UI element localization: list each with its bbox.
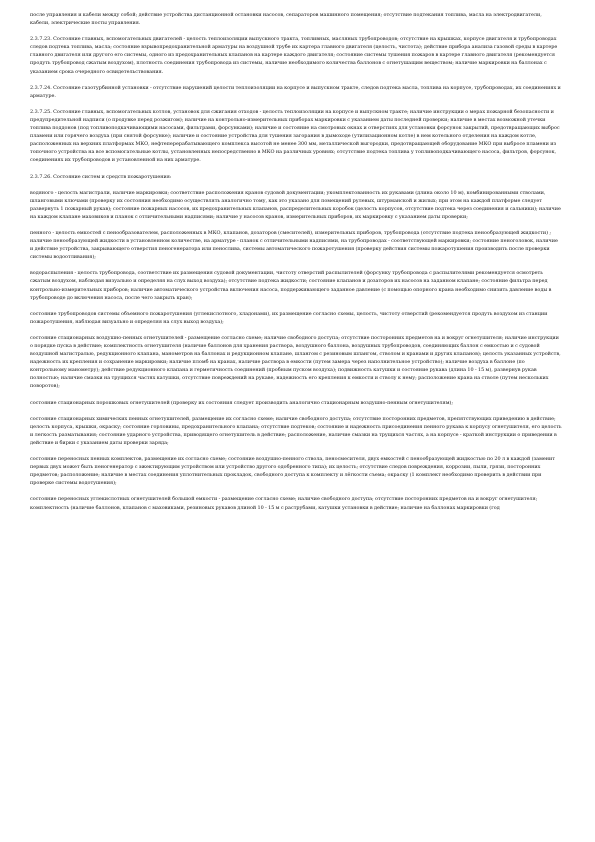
paragraph-0: после управления и кабели между собой; действие устройства дистанционной остановки насосов, сепараторов машинного помещения; отсутствие подтекания топлива, масла на электродвигатели, кабели, электрические посты управления.: [30, 12, 542, 27]
paragraph-powder-extinguishers: состояние стационарных порошковых огнетушителей (проверку их состояния следует производить аналогично стационарным воздушно-пенным огнетушителям);: [30, 399, 454, 406]
paragraph-volumetric-system: состояние трубопроводов системы объемного пожаротушения (углекислотного, хладонами), их размещение согласно схемы, целость, чистоту отверстий (рекомендуется продуть воздухом из станции пожаротушения, наблюдая визуально и определяя на слух выход воздуха);: [30, 310, 548, 325]
paragraph-portable-co2-extinguishers: состояние переносных углекислотных огнетушителей большой емкости - размещение согласно схеме; наличие свободного доступа; отсутствие посторонних предметов на и вокруг огнетушителя; комплектность (наличие баллонов, клапанов с маховиками, резиновых рукавов длиной 10 - 15 м с раструбами, катушки установки в действие; наличие на баллонах маркировки (год: [30, 496, 538, 511]
paragraph-water-system: водяного - целость магистрали, наличие маркировки; соответствие расположения кранов судовой документации; укомплектованность их рукавами (длина около 10 м), комбинированными стволами, шланговыми ключами (проверку их состояния необходимо осуществлять аналогично тому, как это указано для помещений рулевых, штурманской и жилых; при этом на каждой платформе следует развернуть 1 пожарный рукав); состояние пожарных насосов, их предохранительных клапанов, распределительных коробок (целость корпусов, отсутствие подтека через соединения и сальники); наличие на каждом клапане маховиков и планок с отличительными надписями; наличие у насосов кранов, измерительных приборов, их маркировку с указанием даты проверки;: [30, 189, 561, 220]
paragraph-air-foam-extinguishers: состояние стационарных воздушно-пенных огнетушителей - размещение согласно схеме; наличие свободного доступа; отсутствие посторонних предметов на и вокруг огнетушителя; наличие инструкции о порядке пуска в действие; комплектность огнетушителя (наличие баллонов для хранения раствора, воздушного баллона, воздушных трубопроводов, соединяющих баллон с емкостью и с судовой воздушной магистралью, редукционного клапана, манометров на баллонах и редукционном клапане, шлангом с резиновым шлангом, стволом и кранами и других клапанов); целость указанных устройств, надежность их крепления и сохранение маркировки; наличие пломб на кранах, наличие раствора в емкости (путем замера через наполнительное устройство); наличие воздуха в баллоне (по контрольному манометру); действие редукционного клапана и герметичность соединений (пробным пуском воздуха); подвижность катушки и состояние рукава (длина 10 - 15 м), развернув рукав полностью; наличие смазки на трущихся частях катушки, отсутствие повреждений на рукаве, надежность его крепления к емкости и стволу к нему; расположение крана на стволе (путем нескольких поворотов);: [30, 334, 561, 390]
paragraph-water-spray-system: водораспыления - целость трубопровода, соответствие их размещения судовой документации, чистоту отверстий распылителей (форсунку трубопровода с распылителями рекомендуется осмотреть сжатым воздухом, наблюдая визуально и определяя на слух выход воздуха); отсутствие подтека жидкости; состояние клапанов и дозаторов их насосов на заданном клапане; состояние фильтра перед контрольно-измерительных приборов; наличие автоматического устройства включения насоса, поддерживающего заданное давление (с помощью опорного крана необходимо снизить давление воды в трубопроводе до включения насоса, после чего закрыть кран);: [30, 270, 552, 301]
paragraph-foam-system: пенного - целость емкостей с пенообразователем, расположенных в МКО, клапанов, дозаторов (смесителей), измерительных приборов, трубопровода (отсутствие подтека пенообразующей жидкости) ; наличие пенообразующей жидкости в установленном количестве, на арматуре - планок с отличительными надписями, на трубопроводах - соответствующей маркировки; состояние пеноголовок, наличие и действие устройства, закрывающего отверстия пеногенератора или пенослива, системы автоматического пожаротушения (проверку действия системы пожаротушения производить после проверки системы водоотливания);: [30, 229, 558, 261]
paragraph-2-3-7-26: 2.3.7.26. Состояние систем и средств пожаротушения:: [30, 173, 172, 180]
paragraph-portable-foam-kits: состояние переносных пенных комплектов, размещение их согласно схеме; состояние воздушно-пенного ствола, пеносмесителя, двух емкостей с пенообразующей жидкостью по 20 л в каждой (заменит первых двух может быть пеногенератор с эжектирующим устройством или устройство другого одобренного типа); их целость; отсутствие следов повреждения, коррозии, пыли, грязи, посторонних предметов; расположение; наличие в местах соединения уплотнительных прокладок, свободного доступа к комплекту и лёгкости съема; окраску (1 комплект необходимо проверить в действии при проверке системы водотушения);: [30, 456, 556, 487]
paragraph-2-3-7-25: 2.3.7.25. Состояние главных, вспомогательных котлов, установок для сжигания отходов - целость теплоизоляции на корпусе и выпускном тракте; наличие инструкции о мерах пожарной безопасности и предупредительной надписи (о продувке перед розжигом); наличие на контрольно-измерительных приборах маркировки с указанием даты последней проверки; наличие в местах возможной утечки топлива поддонов (под топливоподкачивающими насосами, фильтрами, форсунками); наличие и состояние на смотровых окнах и отверстиях для установки форсунок закрытий, предотвращающих выброс пламени или горячего воздуха (при снятой форсунке); наличие и состояние устройства для тушения загорания в дымоходе (утилизационном котле) в нем котельного отделения на каждом котле, расположенных на верхних платформах МКО, нефтеперерабатывающего комплекса высотой не менее 300 мм, металлической выгородки, предотвращающей оборудование МКО при выбросе пламени из топочного устройства на все вспомогательные котлы, установленных непосредственно в МКО на различных уровнях; отсутствие подтека топлива у топливоподкачивающего насоса, фильтров, форсунок, соединениях их трубопроводов и установленной на них арматуре.: [30, 108, 560, 164]
paragraph-2-3-7-23: 2.3.7.23. Состояние главных, вспомогательных двигателей - целость теплоизоляции выпускного тракта, топливных, масляных трубопроводов; отсутствие на крышках, корпусе двигателя и трубопроводах следов подтека топлива, масла; состояние взрывопредохранительной арматуры на воздушной трубе их картера главного двигателя (целость, чистота); действие прибора анализа газовой среды в картере главного двигателя или другого его системы, одного из предохранительных клапанов на картере каждого двигателя; состояние системы тушения пожаров в картере главного двигателя (рекомендуется продуть трубопровод сжатым воздухом), плотность соединения трубопровода из системы, наличие необходимого количества баллонов с огнетушащим веществом; наличие маркировки на баллонах с указанием срока очередного освидетельствования.: [30, 36, 558, 75]
paragraph-chemical-foam-extinguishers: состояние стационарных химических пенных огнетушителей, размещение их согласно схеме; наличие свободного доступа; отсутствие посторонних предметов, препятствующих приведению в действие; целость корпуса, крышки, окраску; состояние горловины, предохранительного клапана; отсутствие подтеков; состояние и надежность присоединения пенного рукава к корпусу огнетушителя, его целость и легкость разматывания; состояние ударного устройства, приводящего огнетушитель в действие; расположение, наличие смазки на трущихся частях, а на корпусе - краткой инструкции о приведении в действие и бирки с указанием даты проверки заряда;: [30, 415, 562, 446]
paragraph-2-3-7-24: 2.3.7.24. Состояние газотурбинной установки - отсутствие нарушений целости теплоизоляции на корпусе и выпускном тракте, следов подтека масла, топлива на корпусе, трубопроводах, их соединениях и арматуре.: [30, 84, 561, 99]
